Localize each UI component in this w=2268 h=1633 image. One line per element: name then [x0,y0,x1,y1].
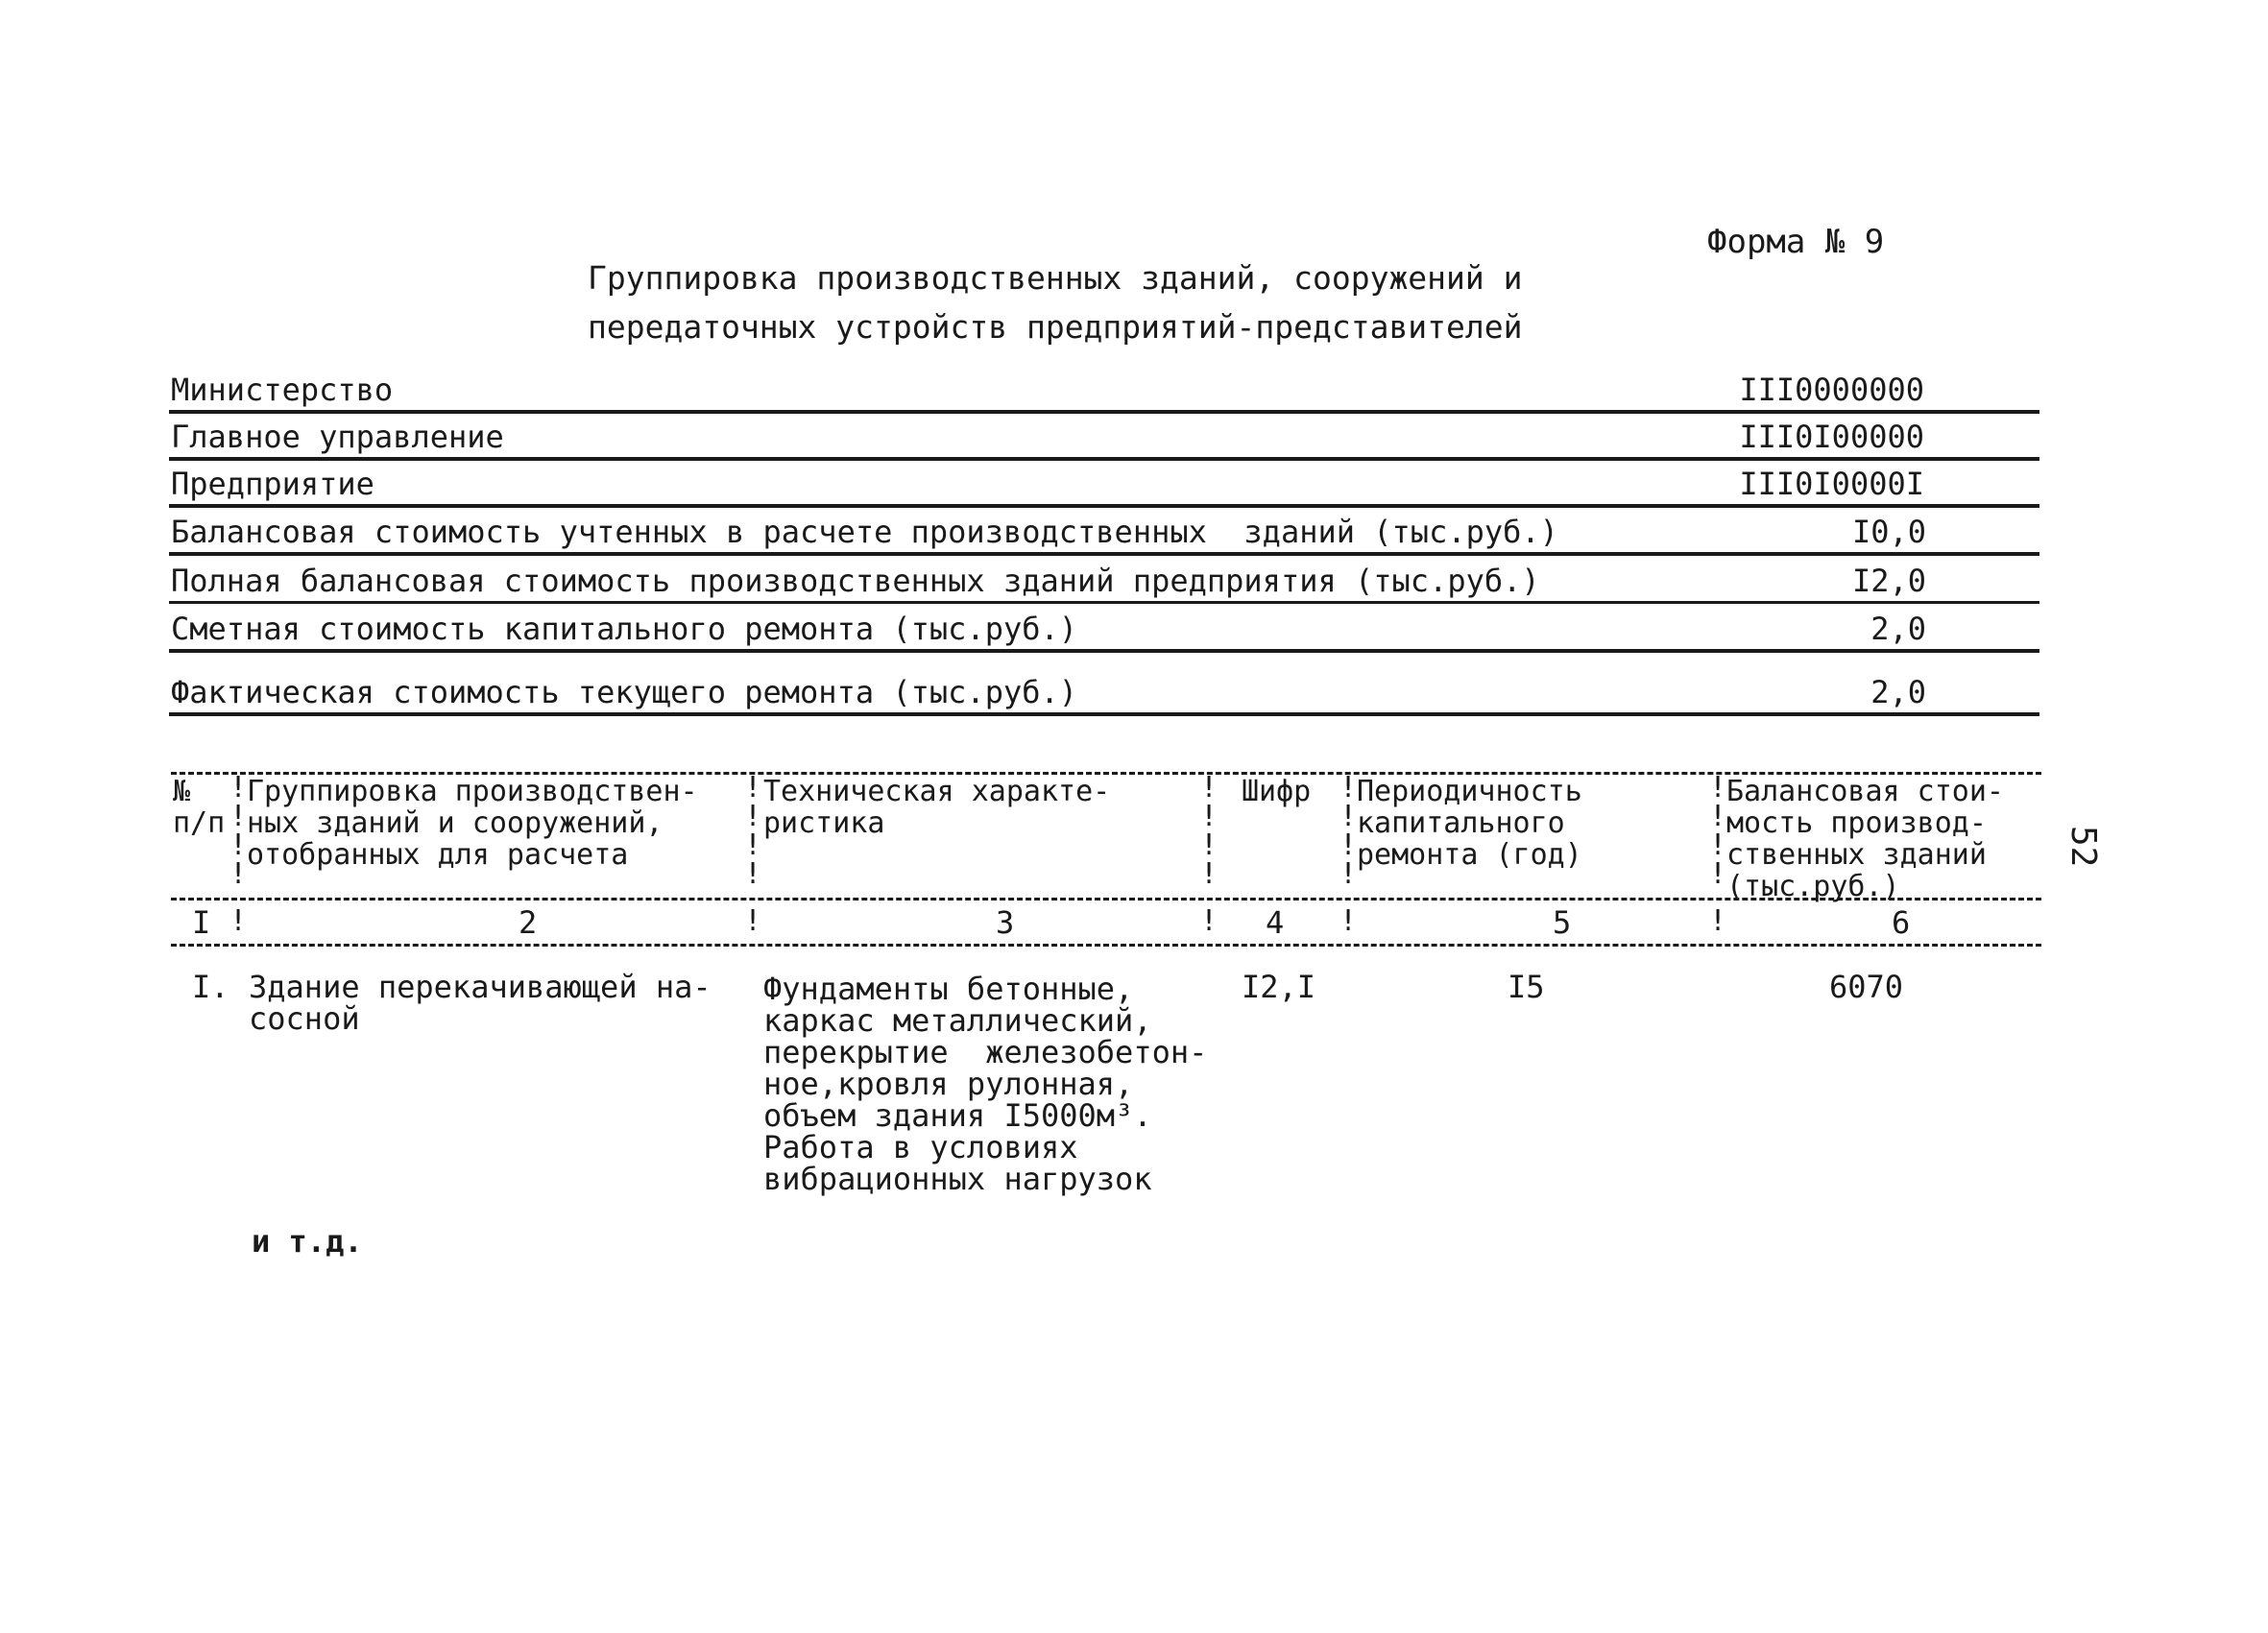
field-balance-cost-counted [169,510,2039,556]
column-number-3: 3 [996,904,1015,941]
row-code: I2,I [1242,969,1316,1005]
column-number-1: I [192,904,211,941]
field-label: Полная балансовая стоимость производственных зданий предприятия (тыс.руб.) [171,563,1540,599]
column-separator: ! ! ! ! [1200,771,1218,891]
column-number-5: 5 [1553,904,1572,941]
field-enterprise [169,462,2039,508]
field-value: I0,0 [1851,514,1926,550]
field-estimated-capital-repair-cost [169,607,2039,653]
header-balance-value: Балансовая стои- мость производ- ственных зданий (тыс.руб.) [1726,775,2004,903]
field-label: Сметная стоимость капитального ремонта (тыс.руб.) [171,611,1078,647]
header-code: Шифр [1242,775,1312,808]
page-number: 52 [2063,826,2103,868]
column-separator: ! ! ! ! [1339,771,1358,891]
row-tech-characteristics: Фундаменты бетонные, каркас металлический, перекрытие железобетон- ное,кровля рулонная, объем здания I5000м³. Работа в условиях вибрационных нагрузок [763,971,1208,1197]
row-repair-period: I5 [1508,969,1545,1005]
column-number-2: 2 [519,904,538,941]
field-label: Фактическая стоимость текущего ремонта (тыс.руб.) [171,674,1078,710]
field-full-balance-cost [169,559,2039,604]
field-value: 2,0 [1870,611,1926,647]
column-separator: ! [1339,904,1358,938]
etc-text: и т.д. [252,1223,363,1260]
field-label: Министерство [171,372,394,408]
field-main-directorate [169,415,2039,461]
column-separator: ! ! ! ! [1709,771,1727,891]
field-label: Предприятие [171,466,374,502]
row-balance-value: 6070 [1829,969,1904,1005]
column-separator: ! [744,904,762,938]
column-separator: ! [1200,904,1218,938]
field-value: III0I0000I [1739,466,1924,502]
table-numbers-rule [171,944,2041,947]
field-actual-current-repair-cost [169,670,2039,716]
header-tech-characteristics: Техническая характе- ристика [763,775,1111,840]
row-name: Здание перекачивающей на- сосной [249,969,712,1037]
field-value: I2,0 [1851,563,1926,599]
field-value: III0000000 [1739,372,1924,408]
field-label: Балансовая стоимость учтенных в расчете производственных зданий (тыс.руб.) [171,514,1558,550]
column-separator: ! ! ! ! [744,771,762,891]
column-separator: ! [1709,904,1727,938]
header-repair-frequency: Периодичность капитального ремонта (год) [1357,775,1582,872]
document-title-line-1: Группировка производственных зданий, сооружений и [588,259,1523,297]
field-value: III0I00000 [1739,419,1924,455]
field-ministry [169,368,2039,414]
form-number: Форма № 9 [1707,223,1885,261]
column-separator: ! ! ! ! [229,771,248,891]
field-value: 2,0 [1870,674,1926,710]
row-number: I. [192,969,229,1005]
column-number-6: 6 [1892,904,1911,941]
header-num: № п/п [173,775,226,840]
header-grouping: Группировка производствен- ных зданий и сооружений, отобранных для расчета [247,775,698,872]
column-number-4: 4 [1266,904,1285,941]
column-separator: ! [229,904,248,938]
field-label: Главное управление [171,419,504,455]
document-title-line-2: передаточных устройств предприятий-представителей [588,308,1523,346]
